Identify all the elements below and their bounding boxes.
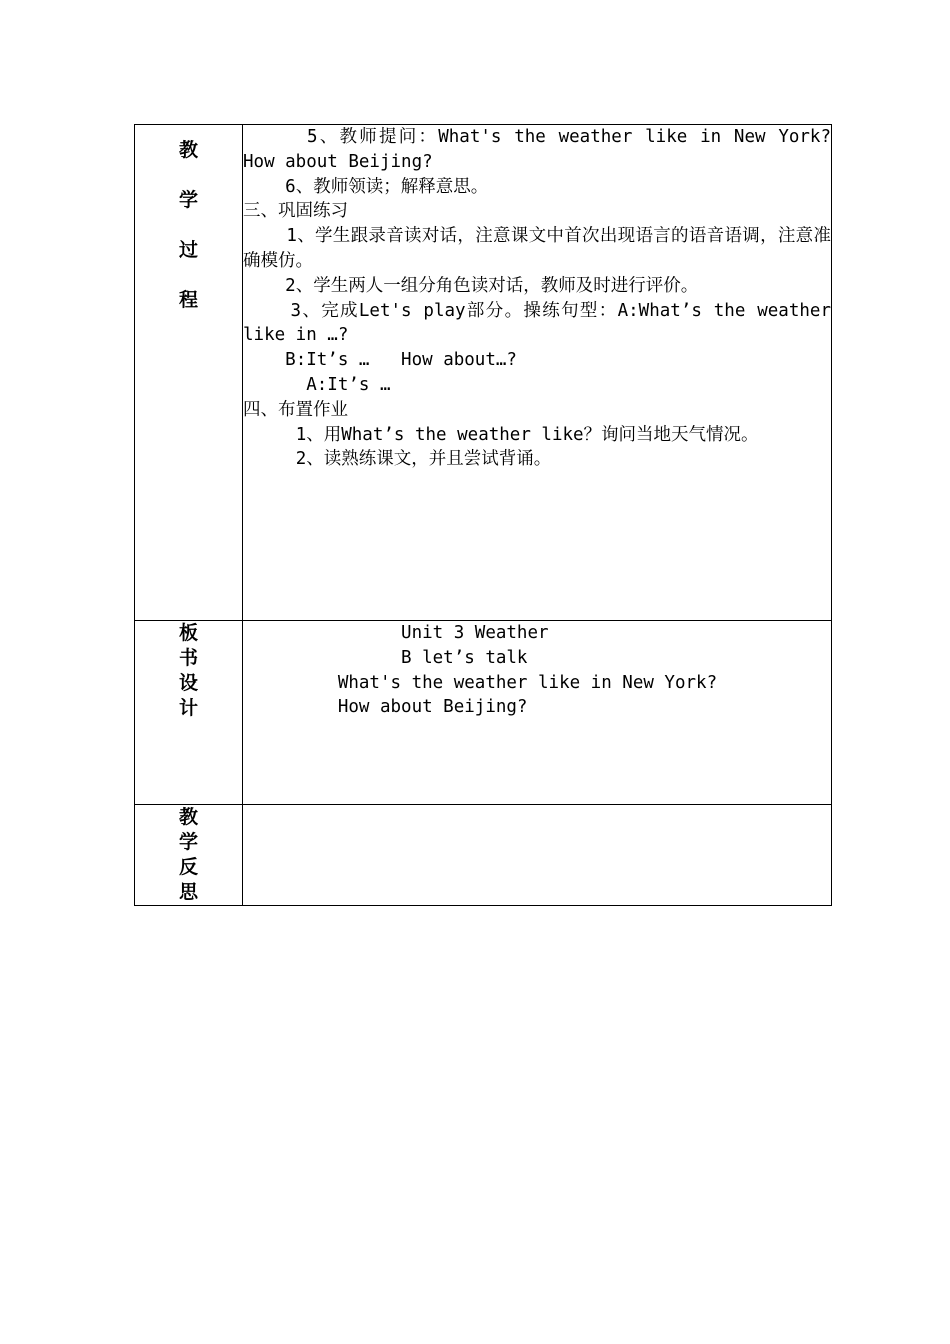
process-line: 1、学生跟录音读对话，注意课文中首次出现语言的语音语调，注意准确模仿。 xyxy=(243,226,831,271)
heading-char: 程 xyxy=(178,289,198,311)
reflection-heading xyxy=(135,805,243,906)
heading-char: 教 xyxy=(178,806,198,828)
heading-char: 学 xyxy=(178,831,198,853)
process-line: 5、教师提问：What's the weather like in New York? How about Beijing? xyxy=(243,127,842,172)
process-line: 2、学生两人一组分角色读对话，教师及时进行评价。 xyxy=(243,275,699,296)
heading-char: 反 xyxy=(178,856,198,878)
process-content xyxy=(243,125,842,621)
process-line: B:It’s … How about…? xyxy=(243,350,517,371)
process-line: 2、读熟练课文，并且尝试背诵。 xyxy=(243,449,552,470)
heading-char: 书 xyxy=(178,647,198,669)
board-line: What's the weather like in New York? xyxy=(243,672,718,693)
board-line: Unit 3 Weather xyxy=(243,623,549,643)
section-heading: 四、布置作业 xyxy=(243,399,348,420)
process-row xyxy=(135,125,832,621)
process-heading xyxy=(135,125,243,621)
process-line: 6、教师领读；解释意思。 xyxy=(243,176,489,197)
board-line: B let’s talk xyxy=(243,647,528,668)
heading-char: 计 xyxy=(178,697,198,719)
board-content xyxy=(243,621,832,805)
process-line: 1、用What’s the weather like？询问当地天气情况。 xyxy=(243,424,759,445)
reflection-content xyxy=(243,805,832,906)
heading-char: 教 xyxy=(178,139,198,161)
heading-char: 板 xyxy=(178,622,198,644)
heading-char: 思 xyxy=(178,881,198,903)
heading-char: 设 xyxy=(178,672,198,694)
lesson-plan-table xyxy=(134,124,842,906)
board-row xyxy=(135,621,832,805)
reflection-row xyxy=(135,805,832,906)
process-line: A:It’s … xyxy=(243,374,391,395)
process-line: 3、完成Let's play部分。操练句型：A:What’s the weather like in …? xyxy=(243,300,842,346)
heading-char: 学 xyxy=(178,189,198,211)
section-heading: 三、巩固练习 xyxy=(243,201,348,222)
board-line: How about Beijing? xyxy=(243,697,528,718)
heading-char: 过 xyxy=(178,239,198,261)
board-heading xyxy=(135,621,243,805)
